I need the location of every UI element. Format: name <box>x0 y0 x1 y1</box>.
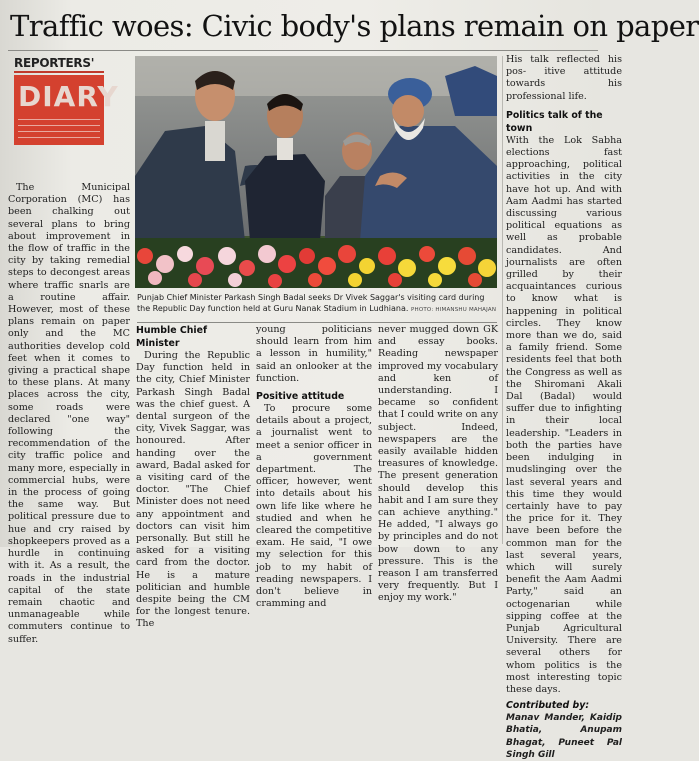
headline: Traffic woes: Civic body's plans remain on paper <box>10 9 699 43</box>
heading-positive-attitude: Positive attitude <box>256 391 345 403</box>
caption-text: Punjab Chief Minister Parkash Singh Badal seeks Dr Vivek Saggar's visiting card during the Republic Day function held at Guru Nanak Stadium in Ludhiana. <box>137 293 485 313</box>
photo-caption <box>137 292 499 320</box>
heading-humble-chief-minister: Humble Chief Minister <box>136 325 208 349</box>
left-column-paragraph: The Municipal Corporation (MC) has been chalking out several plans to bring about improvement in the flow of traffic in the city by taking remedial steps to decongest areas where traffic snarls are a routine affair. However, most of these plans remain on paper only and the MC authorities develop cold feet when it comes to giving a practical shape to these plans. At many places across the city, some roads were declared "one way" following the recommendation of the city traffic police and many more, especially in commercial hubs, were in the process of going the same way. But political pressure due to hue and cry raised by shopkeepers proved as a hurdle in continuing with it. As a result, the roads in the industrial capital of the state remain chaotic and unmanageable while commuters continue to suffer. <box>8 182 130 645</box>
column-5 <box>506 54 622 760</box>
column-3-paragraph-2: To procure some details about a project, a journalist went to meet a senior officer in a government department. The officer, however, went into details about his own life like where he studied and when he cleared the competitive exam. He said, "I owe my selection for this job to my habit of reading newspapers. I don't believe in cramming and <box>256 403 372 610</box>
logo-box <box>14 75 119 145</box>
column-divider <box>502 56 503 544</box>
column-2-paragraph: During the Republic Day function held in the city, Chief Minister Parkash Singh Badal was the chief guest. A dental surgeon of the city, Vivek Saggar, was honoured. After handing over the award, Badal asked for a visiting card of the doctor. "The Chief Minister does not need any appointment and doctors can visit him personally. But still he asked for a visiting card from the doctor. He is a mature politician and humble despite being the CM for the longest tenure. The <box>136 350 250 630</box>
column-4-paragraph: never mugged down GK and essay books. Reading newspaper improved my vocabulary and ken of understanding. I became so confident that I could write on any subject. Indeed, newspapers are the easily available hidden treasures of knowledge. The present generation should develop this habit and I am sure they can achieve anything." He added, "I always go by principles and do not bow down to any pressure. This is the reason I am transferred very frequently. But I enjoy my work." <box>378 324 498 604</box>
caption-rule <box>137 322 497 323</box>
contributors-list: Manav Mander, Kaidip Bhatia, Anupam Bhagat, Puneet Pal Singh Gill <box>506 713 622 760</box>
logo-top-text: REPORTERS' <box>14 56 95 70</box>
logo-ruled-lines <box>18 119 100 143</box>
logo-red-bar <box>14 71 104 73</box>
column-4 <box>378 324 498 604</box>
column-5-paragraph: With the Lok Sabha elections fast approaching, political activities in the city have hot up. And with Aam Aadmi has started discussing various political equations as well as probable candidates. And journalists are often grilled by their acquaintances curious to know what is happening in political circles. They know more than we do, said a family friend. Some residents feel that both the Congress as well as the Shiromani Akali Dal (Badal) would suffer due to infighting in their local leadership. "Leaders in both the parties have been indulging in mudslinging over the last several years and this time they would certainly have to pay the price for it. They have been before the common man for the last several years, which will surely benefit the Aam Aadmi Party," said an octogenarian while sipping coffee at the Punjab Agricultural University. There are several others for whom politics is the most interesting topic these days. <box>506 134 622 695</box>
column-5-intro: His talk reflected his pos- itive attitude towards his professional life. <box>506 54 622 102</box>
headline-rule <box>8 50 598 51</box>
column-3 <box>256 324 372 610</box>
photo-credit: PHOTO: HIMANSHU MAHAJAN <box>410 307 497 313</box>
left-column <box>8 182 130 645</box>
news-photo <box>135 56 497 288</box>
heading-politics-talk: Politics talk of the town <box>506 109 603 134</box>
contributed-by-label: Contributed by: <box>506 700 590 712</box>
photo-illustration <box>135 56 497 288</box>
reporters-diary-logo <box>14 56 119 146</box>
column-2 <box>136 324 250 630</box>
logo-word: DIARY <box>18 80 119 113</box>
column-3-paragraph-1: young politicians should learn from him a lesson in humility," said an onlooker at the function. <box>256 324 372 384</box>
